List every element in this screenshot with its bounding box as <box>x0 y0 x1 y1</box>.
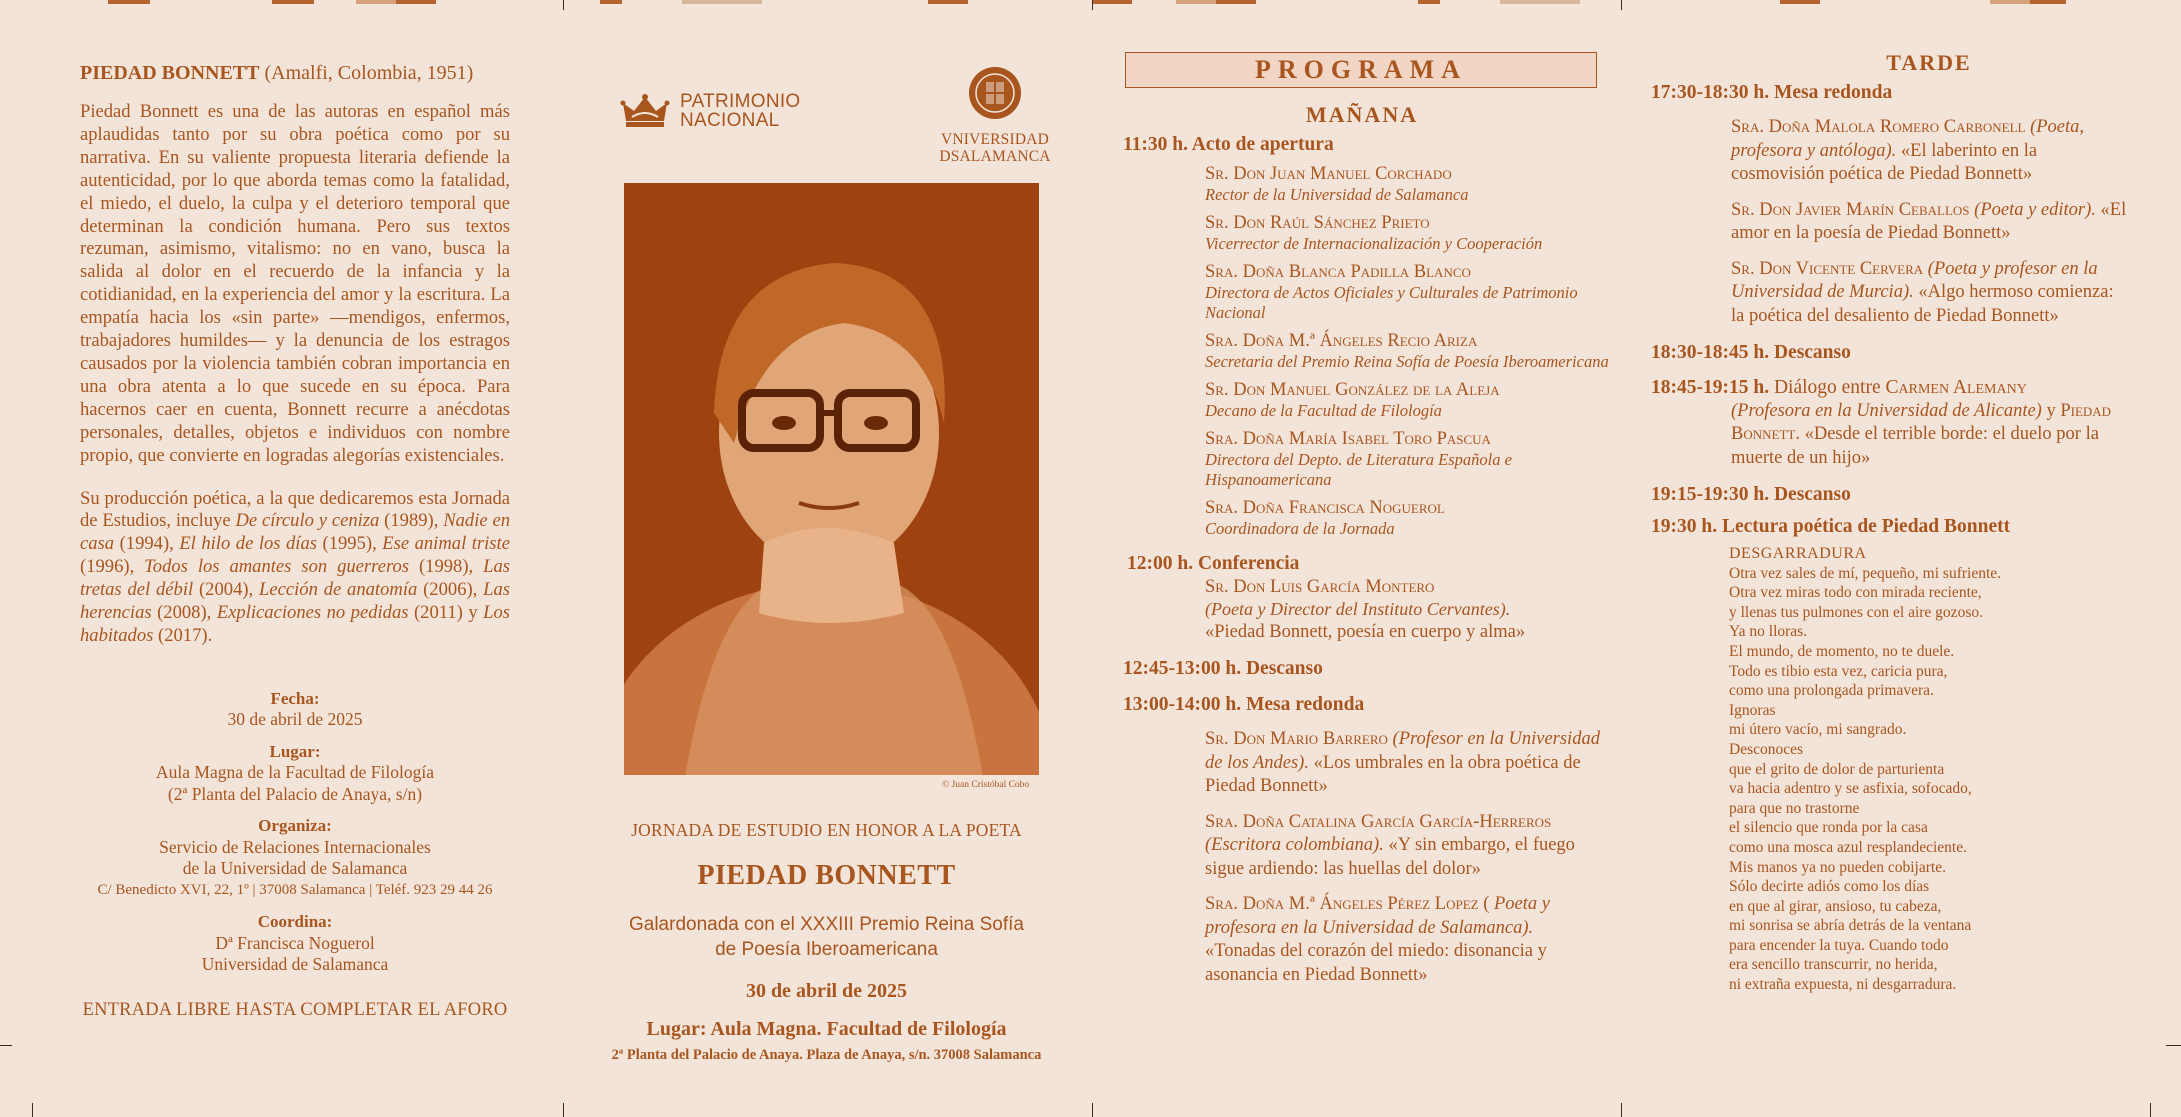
manana-heading: MAÑANA <box>1305 102 1419 127</box>
poem <box>1729 544 2181 995</box>
cover-date: 30 de abril de 2025 <box>745 980 908 1002</box>
poem-line: ni extraña expuesta, ni desgarradura. <box>1729 976 1957 994</box>
talk-speaker-role: (Poeta, profesora y antóloga). <box>1731 117 2085 161</box>
bio-heading <box>80 62 510 85</box>
author-portrait <box>624 183 1039 775</box>
talk-title: «El amor en la poesía de Piedad Bonnett» <box>1731 199 2127 243</box>
speaker-role: Vicerrector de Internacionalización y Cooperación <box>1205 234 1543 253</box>
poem-line: Otra vez miras todo con mirada reciente, <box>1729 584 1982 602</box>
premio <box>562 912 1091 962</box>
logo-patrimonio <box>620 92 801 130</box>
speaker-role: Decano de la Facultad de Filología <box>1205 401 1442 420</box>
work-year: (1996), <box>80 556 135 578</box>
talk-speaker-role: (Escritora colombiana). <box>1205 835 1384 855</box>
talk-speaker: Sra. Doña Catalina García García-Herreros <box>1205 811 1552 832</box>
logo-usal-line2: DSALAMANCA <box>939 148 1051 165</box>
dialogo-y: y <box>2046 400 2056 421</box>
speaker-role: Directora de Actos Oficiales y Culturales de Patrimonio Nacional <box>1205 283 1578 322</box>
speaker <box>1205 429 1621 490</box>
coordina-line1: Dª Francisca Noguerol <box>215 932 375 953</box>
poem-line: para encender la tuya. Cuando todo <box>1729 936 1949 954</box>
speaker-role: Coordinadora de la Jornada <box>1205 519 1395 538</box>
jornada-title: JORNADA DE ESTUDIO EN HONOR A LA POETA <box>631 820 1022 840</box>
work-title: Lección de anatomía <box>259 579 418 601</box>
poem-line: Mis manos ya no pueden cobijarte. <box>1729 858 1946 876</box>
poem-line: en que al girar, ansioso, tu cabeza, <box>1729 897 1942 915</box>
slot-descanso-3: 19:15-19:30 h. Descanso <box>1651 484 1851 505</box>
mesa-redonda-1 <box>1123 728 1621 987</box>
work-title: Las herencias <box>80 579 511 624</box>
slot-mesa-2: 17:30-18:30 h. Mesa redonda <box>1651 82 1893 103</box>
speaker-name: Sr. Don Manuel González de la Aleja <box>1205 380 1500 400</box>
talk-speaker-role: (Poeta y editor). <box>1974 199 2096 220</box>
logo-usal-line1: VNIVERSIDAD <box>940 131 1050 148</box>
coordina-label: Coordina: <box>257 912 333 932</box>
dialogo-name1: Carmen Alemany <box>1885 377 2027 398</box>
mesa-redonda-2 <box>1651 116 2181 328</box>
premio-line1: Galardonada con el XXXIII Premio Reina Sofía <box>628 914 1024 935</box>
logo-universidad <box>920 66 1070 165</box>
speaker <box>1205 164 1621 205</box>
work-title: Explicaciones no pedidas <box>216 602 409 624</box>
work-year: (2017). <box>158 624 213 646</box>
panel-talk <box>1205 811 1605 882</box>
speaker-role: Secretaria del Premio Reina Sofía de Poesía Iberoamericana <box>1205 352 1609 371</box>
crown-icon <box>620 93 670 129</box>
conference-speaker-role: (Poeta y Director del Instituto Cervantes). <box>1205 599 1511 619</box>
speaker <box>1205 262 1621 323</box>
work-title: Ese animal triste <box>382 533 510 555</box>
lugar-label: Lugar: <box>269 741 321 761</box>
panel-programa-tarde <box>1621 0 2181 1117</box>
university-seal-icon <box>968 66 1022 120</box>
slot-apertura: 11:30 h. Acto de apertura <box>1123 134 1334 155</box>
poem-line: mi sonrisa se abría detrás de la ventana <box>1729 917 1972 935</box>
poem-line: el silencio que ronda por la casa <box>1729 819 1928 837</box>
panel-programa-manana <box>1091 0 1621 1117</box>
slot-mesa-1: 13:00-14:00 h. Mesa redonda <box>1123 694 1365 715</box>
work-year: (1994), <box>119 533 174 555</box>
poem-line: Sólo decirte adiós como los días <box>1729 878 1930 896</box>
author-origin: (Amalfi, Colombia, 1951) <box>264 62 474 84</box>
speaker-role: Rector de la Universidad de Salamanca <box>1205 185 1469 204</box>
dialogo-role1: (Profesora en la Universidad de Alicante) <box>1731 400 2042 421</box>
talk-title: «El laberinto en la cosmovisión poética de Piedad Bonnett» <box>1731 140 2038 184</box>
speaker-role: Directora del Depto. de Literatura Española e Hispanoamericana <box>1205 450 1512 489</box>
dialogo-details <box>1731 400 2131 471</box>
logo-patrimonio-line1: PATRIMONIO <box>680 91 801 112</box>
talk-speaker: Sra. Doña Malola Romero Carbonell <box>1731 117 2026 137</box>
speaker-name: Sr. Don Juan Manuel Corchado <box>1205 164 1452 184</box>
works-intro: Su producción poética, a la que dedicaremos esta Jornada de Estudios, incluye <box>80 487 510 532</box>
speaker-name: Sra. Doña M.ª Ángeles Recio Ariza <box>1205 331 1478 351</box>
speaker <box>1205 380 1621 421</box>
talk-speaker-role: (Poeta y profesor en la Universidad de Murcia). <box>1731 258 2098 302</box>
organiza-line2: de la Universidad de Salamanca <box>182 858 408 879</box>
poem-line: va hacia adentro y se asfixia, sofocado, <box>1729 780 1972 798</box>
lugar-line1: Aula Magna de la Facultad de Filología <box>156 762 434 783</box>
speaker <box>1205 331 1621 372</box>
panel-talk <box>1205 728 1605 799</box>
speakers-apertura <box>1123 164 1621 539</box>
dialogo-time: 18:45-19:15 h. <box>1651 377 1770 398</box>
work-year: (1998), <box>418 556 474 578</box>
talk-speaker-role: (Profesor en la Universidad de los Andes). <box>1205 729 1600 773</box>
photo-credit: © Juan Cristóbal Cobo <box>942 780 1030 790</box>
fecha-value: 30 de abril de 2025 <box>227 709 363 730</box>
work-year: (1995), <box>322 533 377 555</box>
speaker <box>1205 498 1621 539</box>
talk-speaker: Sr. Don Vicente Cervera <box>1731 258 1924 279</box>
dialogo-name2: Piedad Bonnett. <box>1731 400 2112 444</box>
slot-dialogo <box>1651 376 2181 400</box>
speaker-name: Sra. Doña María Isabel Toro Pascua <box>1205 429 1491 449</box>
panel-biography <box>0 0 562 1117</box>
talk-title: «Tonadas del corazón del miedo: disonancia y asonancia en Piedad Bonnett» <box>1205 941 1547 985</box>
work-year: (1989), <box>384 510 439 532</box>
work-year: (2004), <box>198 579 254 601</box>
poem-line: que el grito de dolor de parturienta <box>1729 760 1945 778</box>
talk-speaker: Sr. Don Javier Marín Ceballos <box>1731 199 1970 220</box>
panel-talk <box>1731 258 2131 329</box>
work-title: Nadie en casa <box>80 510 511 555</box>
work-year: (2006), <box>423 579 478 601</box>
coordina-line2: Universidad de Salamanca <box>201 954 389 975</box>
slot-lectura: 19:30 h. Lectura poética de Piedad Bonnett <box>1651 516 2011 537</box>
cover-address: 2ª Planta del Palacio de Anaya. Plaza de Anaya, s/n. 37008 Salamanca <box>611 1047 1042 1063</box>
cover-venue: Lugar: Aula Magna. Facultad de Filología <box>646 1018 1007 1040</box>
panel-talk <box>1731 116 2131 187</box>
talk-speaker: Sra. Doña M.ª Ángeles Pérez Lopez ( <box>1205 894 1490 914</box>
logo-patrimonio-line2: NACIONAL <box>680 110 780 131</box>
work-title: De círculo y ceniza <box>235 510 380 532</box>
poem-line: mi útero vacío, mi sangrado. <box>1729 721 1907 739</box>
conference-title: «Piedad Bonnett, poesía en cuerpo y alma» <box>1205 622 1526 642</box>
event-info <box>80 688 510 976</box>
dialogo-title: «Desde el terrible borde: el duelo por la muerte de un hijo» <box>1731 424 2099 468</box>
poem-line: Desconoces <box>1729 740 1804 758</box>
poem-line: para que no trastorne <box>1729 799 1860 817</box>
dialogo-label: Diálogo entre <box>1773 377 1881 398</box>
author-name: PIEDAD BONNETT <box>80 62 260 84</box>
poem-line: como una prolongada primavera. <box>1729 682 1934 700</box>
slot-conferencia: 12:00 h. Conferencia <box>1127 553 1300 574</box>
organiza-line3: C/ Benedicto XVI, 22, 1º | 37008 Salamanca | Teléf. 923 29 44 26 <box>97 881 493 898</box>
work-year: (2011) y <box>413 602 478 624</box>
work-title: El hilo de los días <box>179 533 318 555</box>
poem-line: Ya no lloras. <box>1729 623 1808 641</box>
poem-line: como una mosca azul resplandeciente. <box>1729 838 1967 856</box>
panel-talk <box>1731 199 2131 246</box>
speaker-name: Sr. Don Raúl Sánchez Prieto <box>1205 213 1430 233</box>
fecha-label: Fecha: <box>270 688 320 708</box>
work-title: Las tretas del débil <box>80 556 510 601</box>
poem-title: DESGARRADURA <box>1729 545 1867 562</box>
talk-title: «Y sin embargo, el fuego sigue ardiendo: las huellas del dolor» <box>1205 835 1575 879</box>
talk-speaker-role: Poeta y profesora en la Universidad de Salamanca). <box>1205 894 1550 938</box>
poem-line: Todo es tibio esta vez, caricia pura, <box>1729 662 1948 680</box>
slot-descanso-2: 18:30-18:45 h. Descanso <box>1651 342 1851 363</box>
talk-title: «Los umbrales en la obra poética de Piedad Bonnett» <box>1205 752 1581 796</box>
speaker <box>1205 213 1621 254</box>
portrait-illustration <box>624 183 1039 775</box>
poem-line: y llenas tus pulmones con el aire gozoso. <box>1729 603 1983 621</box>
work-year: (2008), <box>157 602 212 624</box>
poem-line: Otra vez sales de mí, pequeño, mi sufriente. <box>1729 564 2002 582</box>
premio-line2: de Poesía Iberoamericana <box>715 939 938 960</box>
poet-name: PIEDAD BONNETT <box>697 860 956 891</box>
talk-speaker: Sr. Don Mario Barrero <box>1205 729 1388 749</box>
programa-heading: PROGRAMA <box>1125 52 1597 88</box>
organiza-line1: Servicio de Relaciones Internacionales <box>159 836 431 857</box>
talk-title: «Algo hermoso comienza: la poética del desaliento de Piedad Bonnett» <box>1731 282 2114 326</box>
poem-line: El mundo, de momento, no te duele. <box>1729 642 1955 660</box>
conference-speaker <box>1205 577 1621 644</box>
conference-speaker-name: Sr. Don Luis García Montero <box>1205 577 1435 597</box>
entrada-libre: ENTRADA LIBRE HASTA COMPLETAR EL AFORO <box>82 999 508 1020</box>
speaker-name: Sra. Doña Francisca Noguerol <box>1205 498 1445 518</box>
work-title: Los habitados <box>80 602 510 646</box>
bio-paragraph: Piedad Bonnett es una de las autoras en español más aplaudidas tanto por su obra poética como por su narrativa. En su valiente propuesta literaria defiende la autenticidad, por lo que aborda temas como la fatalidad, el miedo, el duelo, la culpa y el deterioro temporal que determinan la condición humana. Pero sus textos rezuman, asimismo, vitalismo: no en vano, busca la salida al dolor en el recuerdo de la infancia y la cotidianidad, en la experiencia del amor y la escritura. La empatía hacia los «sin parte» —mendigos, enfermos, trabajadores humildes— y la denuncia de los estragos causados por la violencia también cobran importancia en una obra atenta a lo que sucede en su época. Para hacernos caer en cuenta, Bonnett recurre a anécdotas personales, detalles, objetos e individuos con nombre propio, que convierte en logradas alegorías existenciales. <box>80 101 510 466</box>
speaker-name: Sra. Doña Blanca Padilla Blanco <box>1205 262 1471 282</box>
panel-cover <box>562 0 1091 1117</box>
panel-talk <box>1205 893 1605 987</box>
lugar-line2: (2ª Planta del Palacio de Anaya, s/n) <box>167 783 423 804</box>
works-paragraph <box>80 488 510 648</box>
poem-line: Ignoras <box>1729 701 1776 719</box>
organiza-label: Organiza: <box>258 816 332 836</box>
poem-lines <box>1729 564 2181 995</box>
work-title: Todos los amantes son guerreros <box>144 556 410 578</box>
slot-descanso-1: 12:45-13:00 h. Descanso <box>1123 658 1323 679</box>
tarde-heading: TARDE <box>1886 50 1972 75</box>
poem-line: era sencillo transcurrir, no herida, <box>1729 956 1938 974</box>
